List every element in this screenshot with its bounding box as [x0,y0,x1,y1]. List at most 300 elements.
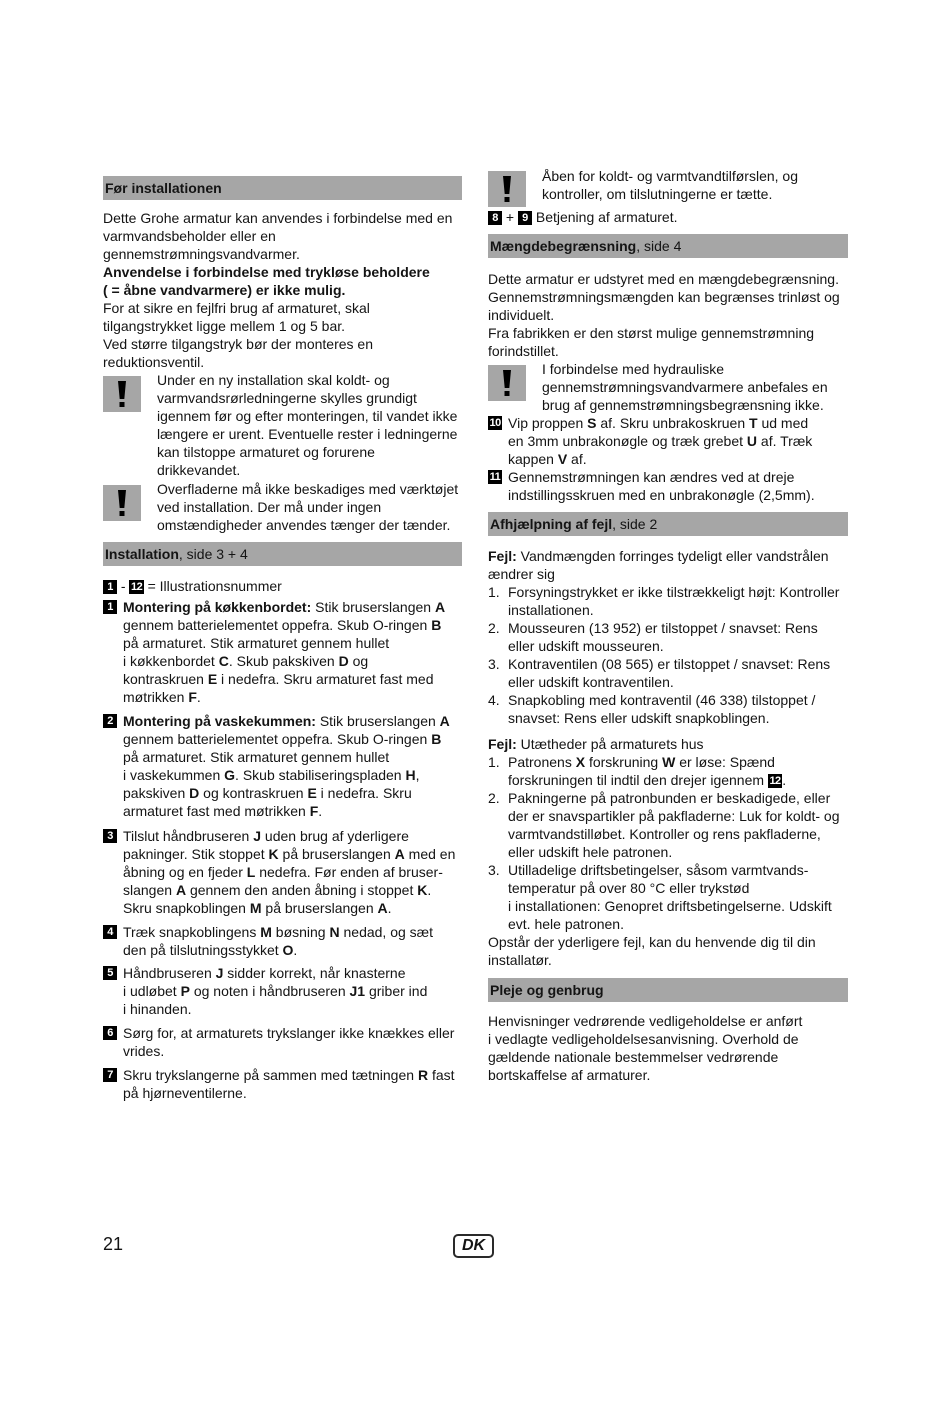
text-run: uden brug af yderligere [261,828,409,844]
text-run: Snapkobling med kontraventil (46 338) tilstoppet / [508,692,816,708]
text-run: Træk snapkoblingens [123,924,261,940]
text-line [103,281,462,299]
bold-text: F [188,689,197,705]
text-run: Dette Grohe armatur kan anvendes i forbindelse med en [103,210,453,226]
text-line [508,825,848,843]
text-line [157,389,462,407]
text-run: Ved større tilgangstryk bør der monteres en [103,336,373,352]
text-line [123,598,462,616]
text-line [123,766,462,784]
bold-text: A [434,599,446,615]
heading-page-ref: , side 2 [612,516,658,532]
text-line [157,461,462,479]
text-run: reduktionsventil. [103,354,205,370]
text-run: Dette armatur er udstyret med en mængdebegrænsning. [488,271,839,287]
text-run: Utilladelige driftsbetingelser, såsom varmtvands- [508,862,809,878]
text-run: kontraskruen [123,671,208,687]
text-run: i hinanden. [123,1001,192,1017]
warning-icon [103,376,141,412]
section-heading-installation [103,542,462,566]
list-item [488,655,848,691]
list-item [488,753,848,789]
text-line [508,583,848,601]
text-run: gældende nationale bestemmelser vedrørende [488,1049,779,1065]
text-run: Forsyningstrykket er ikke tilstrækkeligt højt: Kontroller [508,584,840,600]
bold-text: R [417,1067,429,1083]
text-run: . [782,772,787,788]
text-run: Mousseuren (13 952) er tilstoppet / snavset: Rens [508,620,818,636]
list-item [488,789,848,861]
text-run: på bruserslangen [278,846,395,862]
text-run: forindstillet. [488,343,559,359]
text-line [488,270,848,288]
list-number: 3. [488,656,500,672]
text-run: og [348,653,369,669]
text-run: sidder korrekt, når knasterne [223,965,406,981]
warning-icon [103,485,141,521]
list-item [488,619,848,655]
care-paragraph [488,1012,848,1084]
list-number: 1. [488,754,500,770]
text-run: Tilslut håndbruseren [123,828,254,844]
text-run: Henvisninger vedrørende vedligeholdelse er anført [488,1013,803,1029]
text-run: Overfladerne må ikke beskadiges med værktøjet [157,481,459,497]
text-run: i vaskekummen [123,767,225,783]
step-5 [103,964,462,1018]
text-line [508,601,848,619]
text-run: Betjening af armaturet. [531,209,678,225]
text-line [508,861,848,879]
text-run: af. [567,451,587,467]
text-line [488,342,848,360]
text-line [488,1012,848,1030]
text-run: omstændigheder anvendes tænger der tænder. [157,517,451,533]
text-line [103,209,462,227]
bold-text: M [260,924,272,940]
text-line [123,802,462,820]
text-line [157,516,462,534]
text-line [157,371,462,389]
heading-title: Pleje og genbrug [490,982,604,998]
text-line [488,1066,848,1084]
text-run: på armaturet. Stik armaturet gennem hullet [123,749,390,765]
text-run: Sørg for, at armaturets trykslanger ikke knækkes eller [123,1025,455,1041]
text-line [123,863,462,881]
list-item-text [488,655,848,691]
text-line [157,480,462,498]
text-run: gennemstrømningsvandvarmere anbefales en [542,379,828,395]
text-line [157,407,462,425]
warning-text [103,371,462,479]
text-line [508,709,848,727]
bold-text: J1 [349,983,366,999]
text-line [123,748,462,766]
text-run: ved installation. Der må under ingen [157,499,382,515]
section-heading-before-installation [103,176,462,200]
text-run: pakninger. Stik stoppet [123,846,269,862]
step-number-badge: 10 [489,417,501,429]
text-run: drikkevandet. [157,462,241,478]
text-run: I forbindelse med hydrauliske [542,361,725,377]
text-line [508,637,848,655]
bold-text: J [215,965,224,981]
text-run: slangen [123,882,176,898]
list-item-text [488,861,848,933]
step-text [488,468,848,504]
text-run: åbning og en fjeder [123,864,247,880]
text-line [123,784,462,802]
step-number-badge: 2 [103,714,117,728]
text-run: og noten i håndbruseren [189,983,350,999]
text-run: bortskaffelse af armaturer. [488,1067,651,1083]
step-number-badge: 3 [103,829,117,843]
text-run: varmtvandstilløbet. Kontroller og rens pakfladerne, [508,826,821,842]
list-item [488,691,848,727]
step-10 [488,414,848,468]
text-line [508,432,848,450]
step-number-badge: 1 [103,600,117,614]
text-run: . [387,900,392,916]
step-text [103,827,462,917]
text-line [123,964,462,982]
step-7 [103,1066,462,1102]
text-line [103,353,462,371]
heading-page-ref: , side 4 [636,238,682,254]
text-line [103,577,462,595]
text-run: eller udskift kontraventilen. [508,674,674,690]
bold-text: D [338,653,349,669]
section-heading-care-recycling [488,978,848,1002]
text-line [488,208,848,226]
text-run: på hjørneventilerne. [123,1085,247,1101]
step-number-badge: 4 [103,925,117,939]
warning-leak-test [488,167,848,203]
text-run: For at sikre en fejlfri brug af armaturet, skal [103,300,370,316]
text-run: Vip proppen [508,415,588,431]
text-run: eller udskift hele patronen. [508,844,673,860]
bold-text: J [253,828,262,844]
bold-text: M [249,900,262,916]
text-run: griber ind [365,983,428,999]
text-line [123,712,462,730]
text-run: Opstår der yderligere fejl, kan du henvende dig til din [488,934,816,950]
text-run: . [196,689,201,705]
list-number: 1. [488,584,500,600]
text-run: = Illustrationsnummer [143,578,282,594]
bold-text: K [417,882,428,898]
bold-text: U [746,433,758,449]
text-run: i køkkenbordet [123,653,219,669]
text-run: pakskiven [123,785,190,801]
text-run: Under en ny installation skal koldt- og [157,372,390,388]
text-line [103,335,462,353]
text-line [488,565,848,583]
text-run: . [318,803,323,819]
step-number-badge: 11 [489,471,501,483]
bold-text: V [557,451,568,467]
text-run: vrides. [123,1043,165,1059]
text-run: Patronens [508,754,576,770]
text-line [157,425,462,443]
text-run: eller udskift mousseuren. [508,638,664,654]
text-line [123,1000,462,1018]
text-line [123,652,462,670]
text-line [123,1066,462,1084]
bold-text: P [180,983,190,999]
text-run: der er snavspartikler på pakfladerne: Luk for koldt- og [508,808,840,824]
text-line [103,263,462,281]
text-run: på bruserslangen [261,900,378,916]
text-run: Fra fabrikken er den størst mulige gennemstrømning [488,325,815,341]
list-number: 4. [488,692,500,708]
text-run: gennem batterielementet oppefra. Skub O-ringen [123,617,432,633]
text-run: . [427,882,432,898]
text-run: i udløbet [123,983,181,999]
bold-text: ( = åbne vandvarmere) er ikke mulig. [103,282,346,298]
bold-text: Montering på vaskekummen: [123,713,316,729]
bold-text: X [575,754,586,770]
text-run: + [502,209,518,225]
step-6 [103,1024,462,1060]
text-line [508,915,848,933]
bold-text: T [749,415,758,431]
step-text [103,964,462,1018]
illustration-number-badge: 8 [488,211,502,225]
bold-text: H [405,767,416,783]
step-2 [103,712,462,820]
text-run: brug af gennemstrømningsbegrænsning ikke. [542,397,824,413]
text-run: ud med [757,415,809,431]
text-run: . [293,942,298,958]
text-run: i nedefra. Skru [316,785,412,801]
text-line [508,789,848,807]
text-line [488,288,848,306]
illustration-number-badge: 12 [769,775,781,787]
bold-text: A [439,713,450,729]
text-run: Skru snapkoblingen [123,900,250,916]
text-run: Vandmængden forringes tydeligt eller vandstrålen [516,548,829,564]
bold-text: W [662,754,676,770]
list-item-text [488,691,848,727]
bold-text: Anvendelse i forbindelse med trykløse beholdere [103,264,430,280]
text-line [488,306,848,324]
text-line [123,688,462,706]
language-code-badge: DK [453,1234,494,1258]
bold-text: Fejl: [488,736,517,752]
text-run: armaturet fast med møtrikken [123,803,310,819]
step-text [103,923,462,959]
text-run: - [117,578,130,594]
text-line [123,827,462,845]
bold-text: B [431,617,442,633]
fault-2-block [488,735,848,969]
operation-reference [488,208,848,226]
text-run: nedefra. Før enden af bruser- [255,864,443,880]
text-run: gennem den anden åbning i stoppet [186,882,418,898]
text-line [508,843,848,861]
text-run: varmvandsbeholder eller en [103,228,276,244]
bold-text: B [431,731,442,747]
fault-1-description [488,547,848,583]
text-run: Skru trykslangerne på sammen med tætningen [123,1067,418,1083]
flow-limiter-paragraph [488,270,848,360]
text-run: individuelt. [488,307,555,323]
text-run: Pakningerne på patronbunden er beskadigede, eller [508,790,831,806]
step-number-badge: 7 [103,1068,117,1082]
step-4 [103,923,462,959]
text-line [542,378,848,396]
list-number: 3. [488,862,500,878]
text-run: Gennemstrømningsmængden kan begrænses trinløst og [488,289,840,305]
heading-title: Installation [105,546,179,562]
heading-title: Mængdebegrænsning [490,238,637,254]
step-text [103,1024,462,1060]
text-run: Stik bruserslangen [311,599,435,615]
text-run: ændrer sig [488,566,555,582]
list-item-text [488,753,848,789]
text-run: nedad, og sæt [339,924,434,940]
intro-paragraph [103,209,462,371]
step-text [103,1066,462,1102]
bold-text: G [224,767,236,783]
text-run: og kontraskruen [199,785,308,801]
warning-text [488,360,848,414]
text-line [542,167,848,185]
text-line [488,951,848,969]
step-text [103,598,462,706]
text-line [542,360,848,378]
text-line [123,634,462,652]
text-line [123,899,462,917]
warning-text [488,167,848,203]
text-run: i nedefra. Skru armaturet fast med [217,671,434,687]
text-run: fast [428,1067,455,1083]
list-item-text [488,619,848,655]
text-run: længere er urent. Eventuelle rester i ledningerne [157,426,458,442]
step-11 [488,468,848,504]
text-line [123,730,462,748]
text-run: en 3mm unbrakonøgle og træk grebet [508,433,747,449]
text-run: i installationen: Genopret driftsbetingelserne. Udskift [508,898,832,914]
text-line [508,673,848,691]
text-line [103,317,462,335]
text-line [508,897,848,915]
text-run: temperatur på over 80 °C eller trykstød [508,880,750,896]
fault-2-description [488,735,848,753]
bold-text: A [377,900,388,916]
bold-text: O [282,942,294,958]
text-run: bøsning [271,924,330,940]
warning-icon [488,365,526,401]
text-line [508,486,848,504]
text-line [123,845,462,863]
heading-title: Afhjælpning af fejl [490,516,613,532]
text-line [488,735,848,753]
page-number: 21 [103,1234,124,1254]
text-run: indstillingsskruen med en unbrakonøgle (2,5mm). [508,487,815,503]
text-line [508,450,848,468]
text-run: Håndbruseren [123,965,216,981]
text-line [488,547,848,565]
text-line [103,299,462,317]
text-run: tilgangstrykket ligge mellem 1 og 5 bar. [103,318,346,334]
text-run: snavset: Rens eller udskift snapkoblingen. [508,710,770,726]
step-number-badge: 6 [103,1026,117,1040]
list-item [488,583,848,619]
text-run: . Skub stabiliseringspladen [235,767,406,783]
bold-text: D [189,785,200,801]
text-line [157,498,462,516]
text-line [508,468,848,486]
text-run: af. Træk [757,433,813,449]
text-line [103,227,462,245]
list-item-text [488,583,848,619]
text-line [123,1024,462,1042]
text-line [508,414,848,432]
step-text [103,712,462,820]
text-run: , [415,767,420,783]
text-run: kan tilstoppe armaturet og forurene [157,444,375,460]
text-run: . Skub pakskiven [228,653,339,669]
text-line [123,982,462,1000]
warning-text [103,480,462,534]
text-line [542,185,848,203]
bold-text: E [207,671,218,687]
illustration-number-legend [103,577,462,595]
section-heading-troubleshooting [488,512,848,536]
bold-text: K [268,846,279,862]
text-line [542,396,848,414]
list-item-text [488,789,848,861]
bold-text: A [394,846,405,862]
text-run: er løse: Spænd [675,754,775,770]
text-line [488,324,848,342]
text-line [488,933,848,951]
text-line [508,619,848,637]
list-number: 2. [488,620,500,636]
text-run: Kontraventilen (08 565) er tilstoppet / snavset: Rens [508,656,831,672]
heading-page-ref: , side 3 + 4 [178,546,248,562]
fault-1-block [488,547,848,727]
bold-text: E [307,785,317,801]
text-line [508,655,848,673]
text-line [157,443,462,461]
heading-title: Før installationen [105,180,222,196]
text-line [123,923,462,941]
step-text [488,414,848,468]
step-3 [103,827,462,917]
installer-contact-note [488,933,848,969]
bold-text: N [329,924,340,940]
warning-hydraulic-heaters [488,360,848,414]
text-line [123,616,462,634]
text-run: møtrikken [123,689,189,705]
text-run: i vedlagte vedligeholdelsesanvisning. Overhold de [488,1031,799,1047]
text-run: varmvandsrørledningerne skylles grundigt [157,390,417,406]
list-item [488,861,848,933]
warning-no-tool-damage [103,480,462,534]
text-line [508,807,848,825]
text-line [123,881,462,899]
text-line [508,879,848,897]
text-run: Gennemstrømningen kan ændres ved at dreje [508,469,795,485]
bold-text: S [587,415,597,431]
text-run: Stik bruserslangen [315,713,440,729]
text-line [103,245,462,263]
illustration-number-badge: 12 [130,581,143,593]
text-run: kappen [508,451,558,467]
text-run: den på tilslutningsstykket [123,942,283,958]
